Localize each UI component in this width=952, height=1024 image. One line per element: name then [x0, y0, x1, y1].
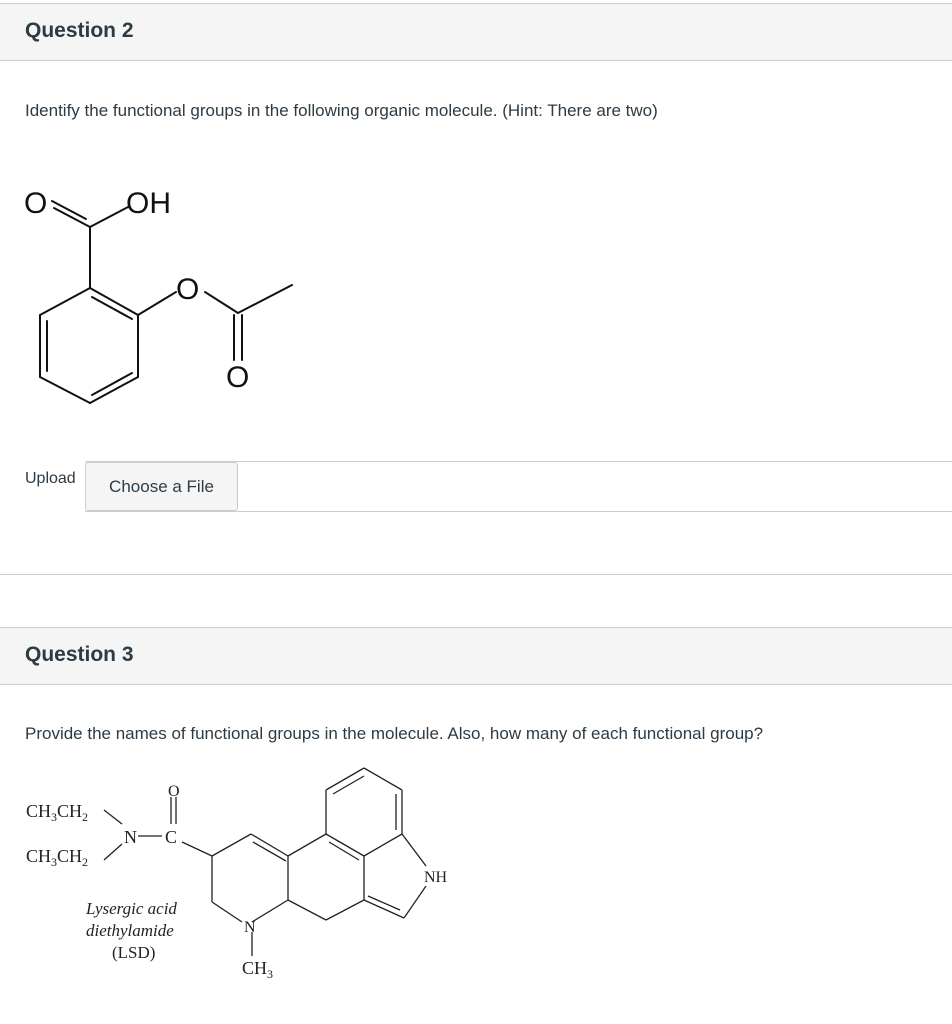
amide-c-label: C — [165, 827, 178, 847]
lsd-caption-line-1: Lysergic acid — [86, 899, 177, 918]
upload-label: Upload — [25, 470, 76, 487]
carbonyl-oxygen-top-label: O — [24, 187, 48, 220]
lsd-caption-line-2: diethylamide — [86, 921, 174, 940]
amide-o-label: O — [168, 783, 180, 800]
amide-n-label: N — [124, 827, 137, 847]
question-2-header — [0, 3, 952, 61]
hydroxyl-label: OH — [126, 187, 171, 220]
question-2-prompt: Identify the functional groups in the following organic molecule. (Hint: There are two) — [25, 101, 658, 120]
lsd-structure — [20, 762, 480, 992]
question-divider — [0, 574, 952, 575]
question-3-header — [0, 627, 952, 685]
carbonyl-oxygen-bottom-label: O — [226, 361, 250, 394]
choose-file-button[interactable]: Choose a File — [85, 462, 238, 511]
indole-nh-label: NH — [424, 869, 448, 886]
question-3-title: Question 3 — [25, 643, 134, 666]
aspirin-structure — [20, 175, 320, 415]
ester-oxygen-label: O — [176, 273, 200, 306]
ethyl-1-label: $CH_3CH_2$ — [26, 801, 89, 824]
ethyl-2-label: $CH_3CH_2$ — [26, 846, 89, 869]
methyl-label: $CH_3$ — [242, 958, 274, 981]
question-2-title: Question 2 — [25, 19, 134, 42]
lsd-caption-line-3: (LSD) — [112, 943, 156, 962]
question-3-prompt: Provide the names of functional groups in the molecule. Also, how many of each functional group? — [25, 724, 764, 743]
ring-n-label: N — [244, 919, 256, 936]
